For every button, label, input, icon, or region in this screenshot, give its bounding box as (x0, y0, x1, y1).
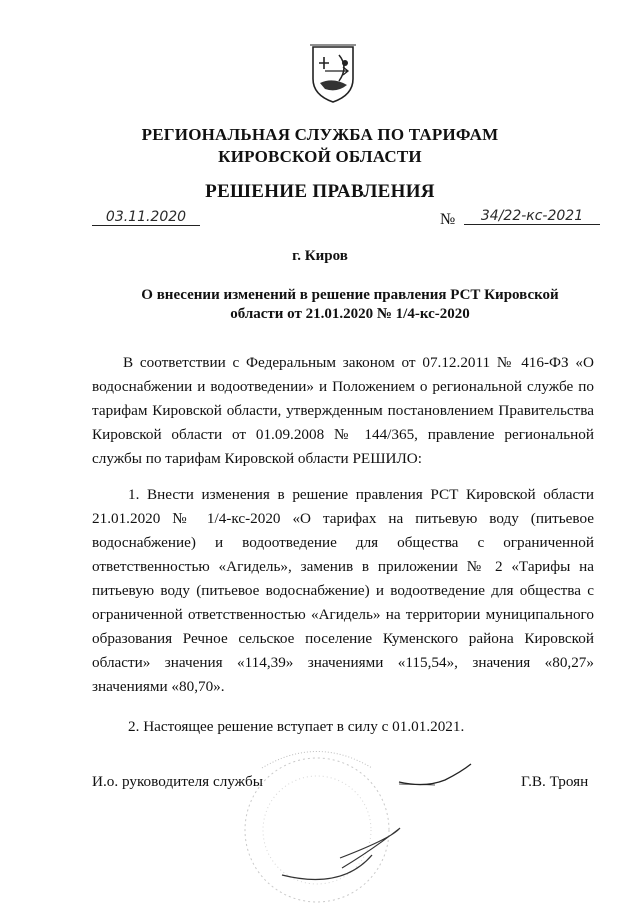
signatory-title: И.о. руководителя службы (92, 773, 263, 790)
organization-line-2: КИРОВСКОЙ ОБЛАСТИ (218, 147, 422, 166)
organization-name (0, 124, 640, 168)
signature (395, 762, 475, 790)
organization-line-1: РЕГИОНАЛЬНАЯ СЛУЖБА ПО ТАРИФАМ (141, 125, 499, 144)
decision-item-1: 1. Внести изменения в решение правления РСТ Кировской области 21.01.2020 № 1/4-кс-2020 «О тарифах на питьевую воду (питьевое водоснабжение) и водоотведение для общества с ограниченной ответственностью «Агидель», заменив в приложении № 2 «Тарифы на питьевую воду (питьевое водоснабжение) и водоотведение для общества с ограниченной ответственностью «Агидель» на территории муниципального образования Речное сельское поселение Куменского района Кировской области» значения «114,39» значениями «115,54», значения «80,27» значениями «80,70». (92, 486, 594, 695)
document-type: РЕШЕНИЕ ПРАВЛЕНИЯ (205, 181, 435, 202)
preamble-paragraph: В соответствии с Федеральным законом от 07.12.2011 № 416-ФЗ «О водоснабжении и водоотведении» и Положением о региональной службе по тарифам Кировской области, утвержденным постановлением Правительства Кировской области от 01.09.2008 № 144/365, правление региональной службы по тарифам Кировской области РЕШИЛО: (92, 354, 594, 467)
city: г. Киров (292, 248, 348, 264)
signatory-name: Г.В. Троян (521, 773, 589, 790)
subject-line-1: О внесении изменений в решение правления РСТ Кировской (141, 287, 559, 303)
decision-item-2: 2. Настоящее решение вступает в силу с 01.01.2021. (128, 718, 465, 735)
document-number: 34/22-кс-2021 (464, 208, 600, 225)
subject-line-2: области от 21.01.2020 № 1/4-кс-2020 (230, 306, 470, 322)
document-date: 03.11.2020 (92, 209, 200, 226)
number-label: № (440, 211, 456, 228)
official-stamp (222, 740, 412, 905)
document-subject (130, 286, 570, 324)
coat-of-arms-icon (303, 43, 363, 105)
